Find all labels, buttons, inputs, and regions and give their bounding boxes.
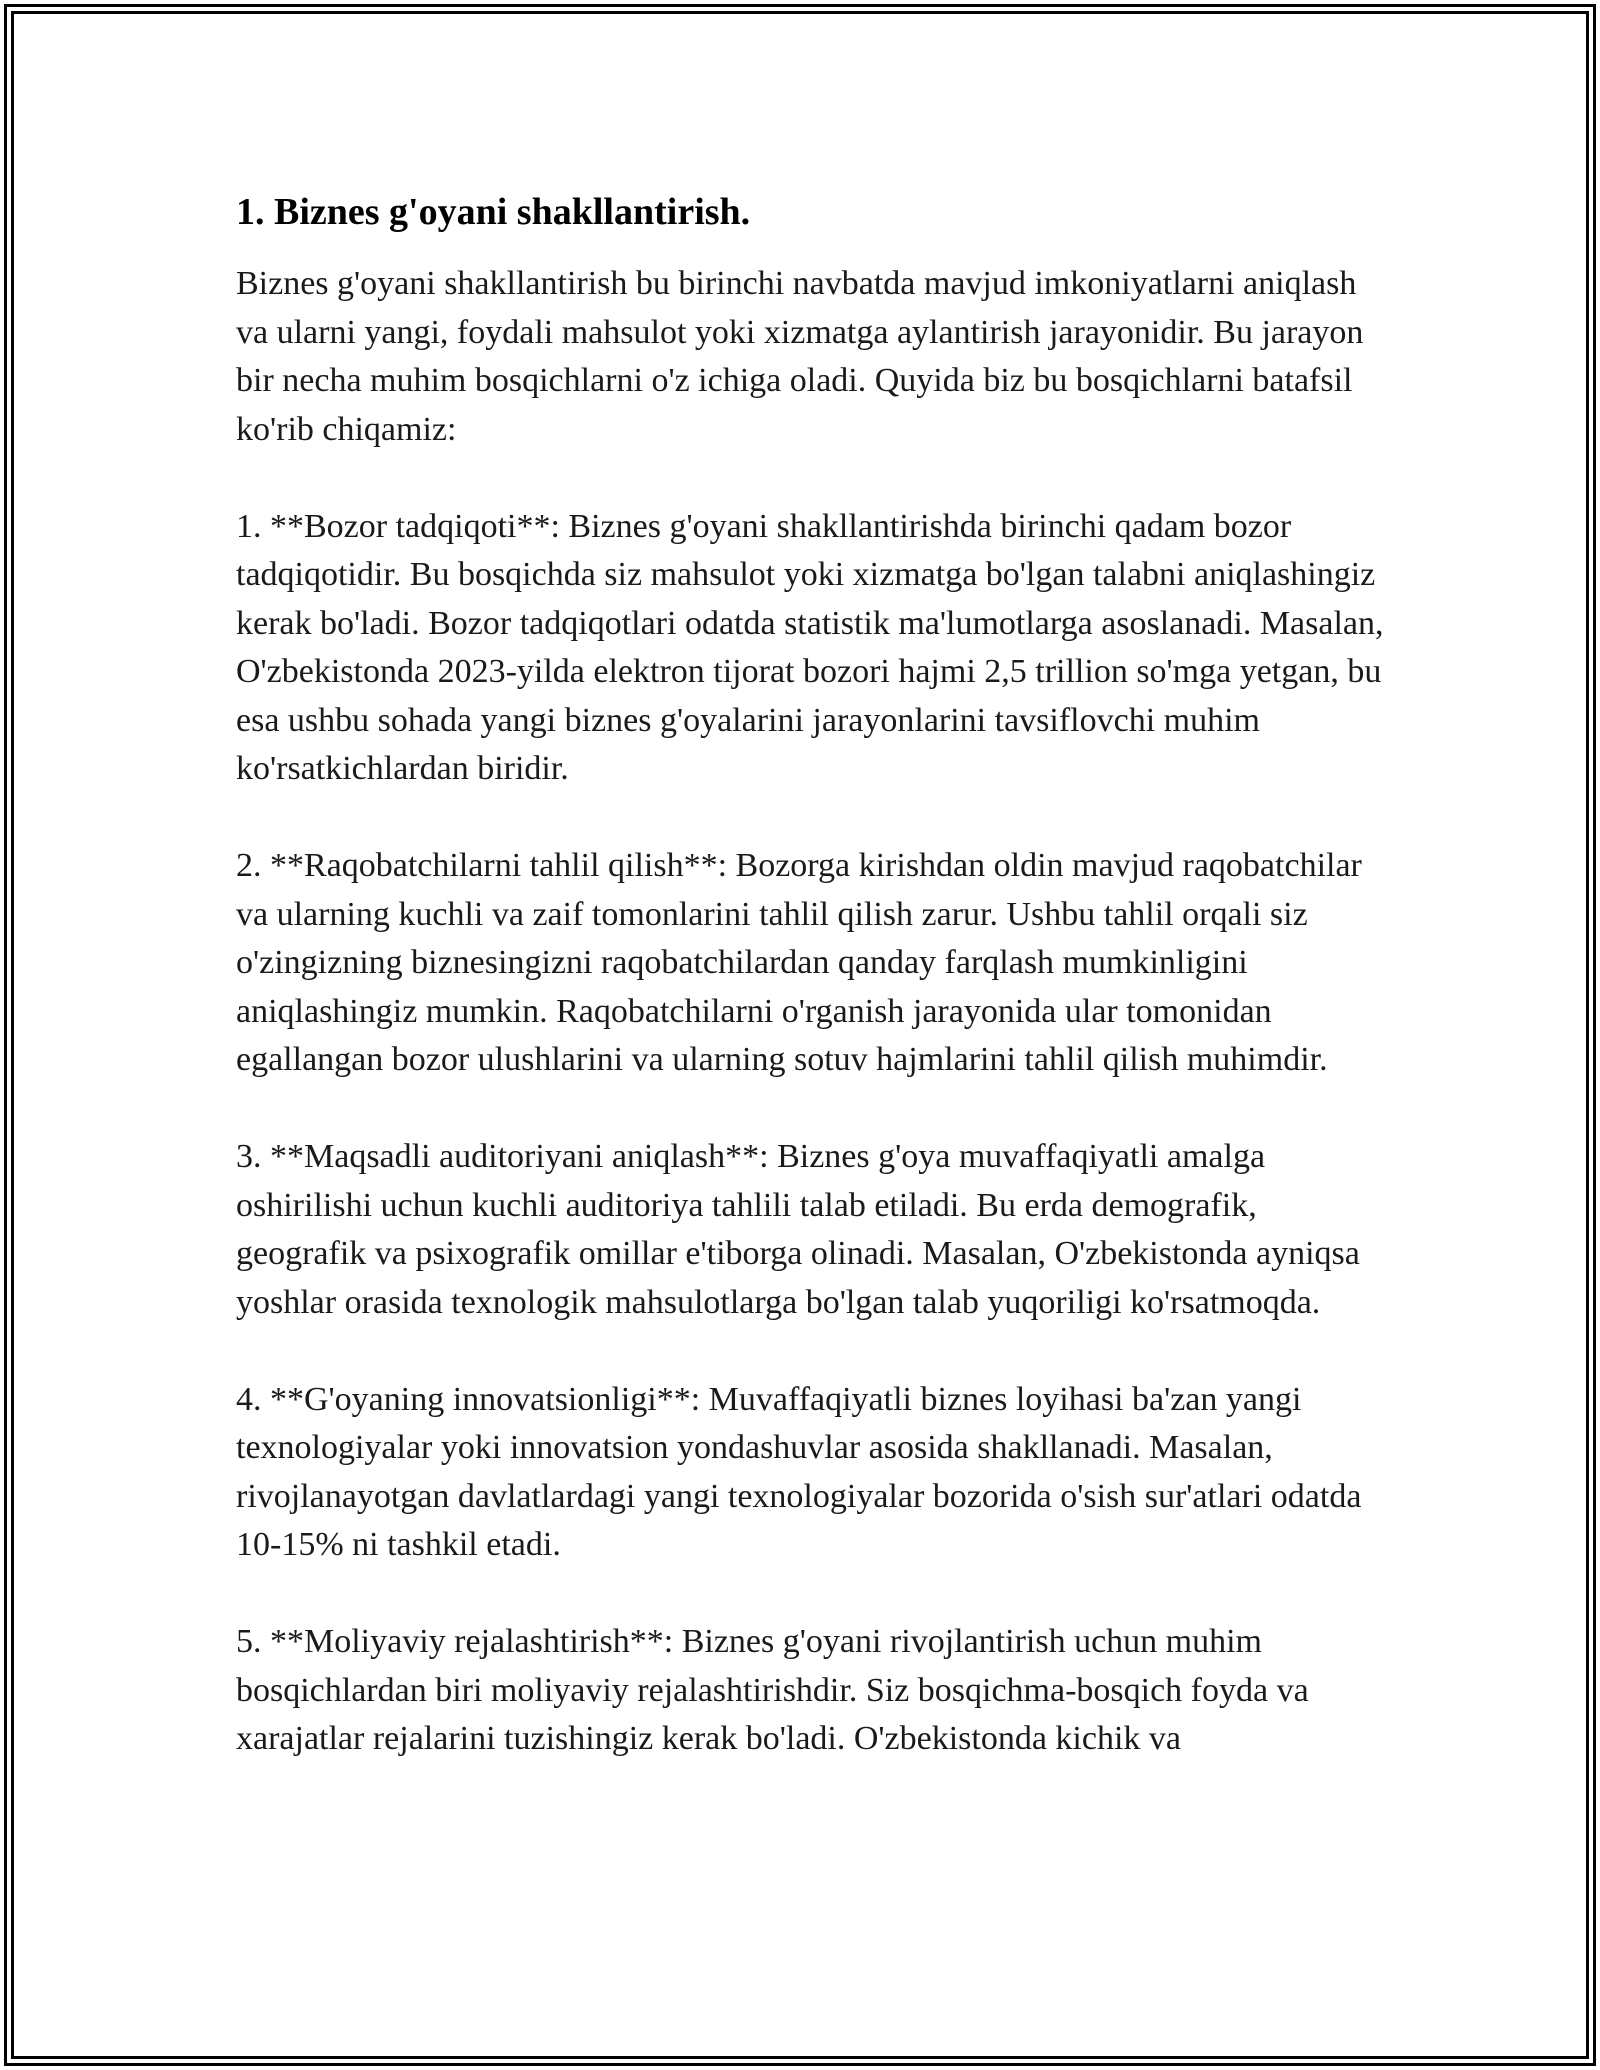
paragraph-financial-planning: 5. **Moliyaviy rejalashtirish**: Biznes g'oyani rivojlantirish uchun muhim bosqichlardan biri moliyaviy rejalashtirishdir. Siz bosqichma-bosqich foyda va xarajatlar rejalarini tuzishingiz kerak bo'ladi. O'zbekistonda kichik va	[236, 1623, 1309, 1757]
section-heading: 1. Biznes g'oyani shakllantirish.	[236, 191, 751, 233]
paragraph-target-audience: 3. **Maqsadli auditoriyani aniqlash**: Biznes g'oya muvaffaqiyatli amalga oshirilishi uchun kuchli auditoriya tahlili talab etiladi. Bu erda demografik, geografik va psixografik omillar e'tiborga olinadi. Masalan, O'zbekistonda ayniqsa yoshlar orasida texnologik mahsulotlarga bo'lgan talab yuqoriligi ko'rsatmoqda.	[236, 1138, 1360, 1321]
document-body	[236, 186, 1386, 1764]
paragraph-innovation: 4. **G'oyaning innovatsionligi**: Muvaffaqiyatli biznes loyihasi ba'zan yangi texnologiyalar yoki innovatsion yondashuvlar asosida shakllanadi. Masalan, rivojlanayotgan davlatlardagi yangi texnologiyalar bozorida o'sish sur'atlari odatda 10-15% ni tashkil etadi.	[236, 1380, 1362, 1563]
paragraph-market-research: 1. **Bozor tadqiqoti**: Biznes g'oyani shakllantirishda birinchi qadam bozor tadqiqotidir. Bu bosqichda siz mahsulot yoki xizmatga bo'lgan talabni aniqlashingiz kerak bo'ladi. Bozor tadqiqotlari odatda statistik ma'lumotlarga asoslanadi. Masalan, O'zbekistonda 2023-yilda elektron tijorat bozori hajmi 2,5 trillion so'mga yetgan, bu esa ushbu sohada yangi biznes g'oyalarini jarayonlarini tavsiflovchi muhim ko'rsatkichlardan biridir.	[236, 507, 1384, 787]
paragraph-competitor-analysis: 2. **Raqobatchilarni tahlil qilish**: Bozorga kirishdan oldin mavjud raqobatchilar va ularning kuchli va zaif tomonlarini tahlil qilish zarur. Ushbu tahlil orqali siz o'zingizning biznesingizni raqobatchilardan qanday farqlash mumkinligini aniqlashingiz mumkin. Raqobatchilarni o'rganish jarayonida ular tomonidan egallangan bozor ulushlarini va ularning sotuv hajmlarini tahlil qilish muhimdir.	[236, 847, 1362, 1078]
intro-paragraph: Biznes g'oyani shakllantirish bu birinchi navbatda mavjud imkoniyatlarni aniqlash va ularni yangi, foydali mahsulot yoki xizmatga aylantirish jarayonidir. Bu jarayon bir necha muhim bosqichlarni o'z ichiga oladi. Quyida biz bu bosqichlarni batafsil ko'rib chiqamiz:	[236, 265, 1364, 448]
